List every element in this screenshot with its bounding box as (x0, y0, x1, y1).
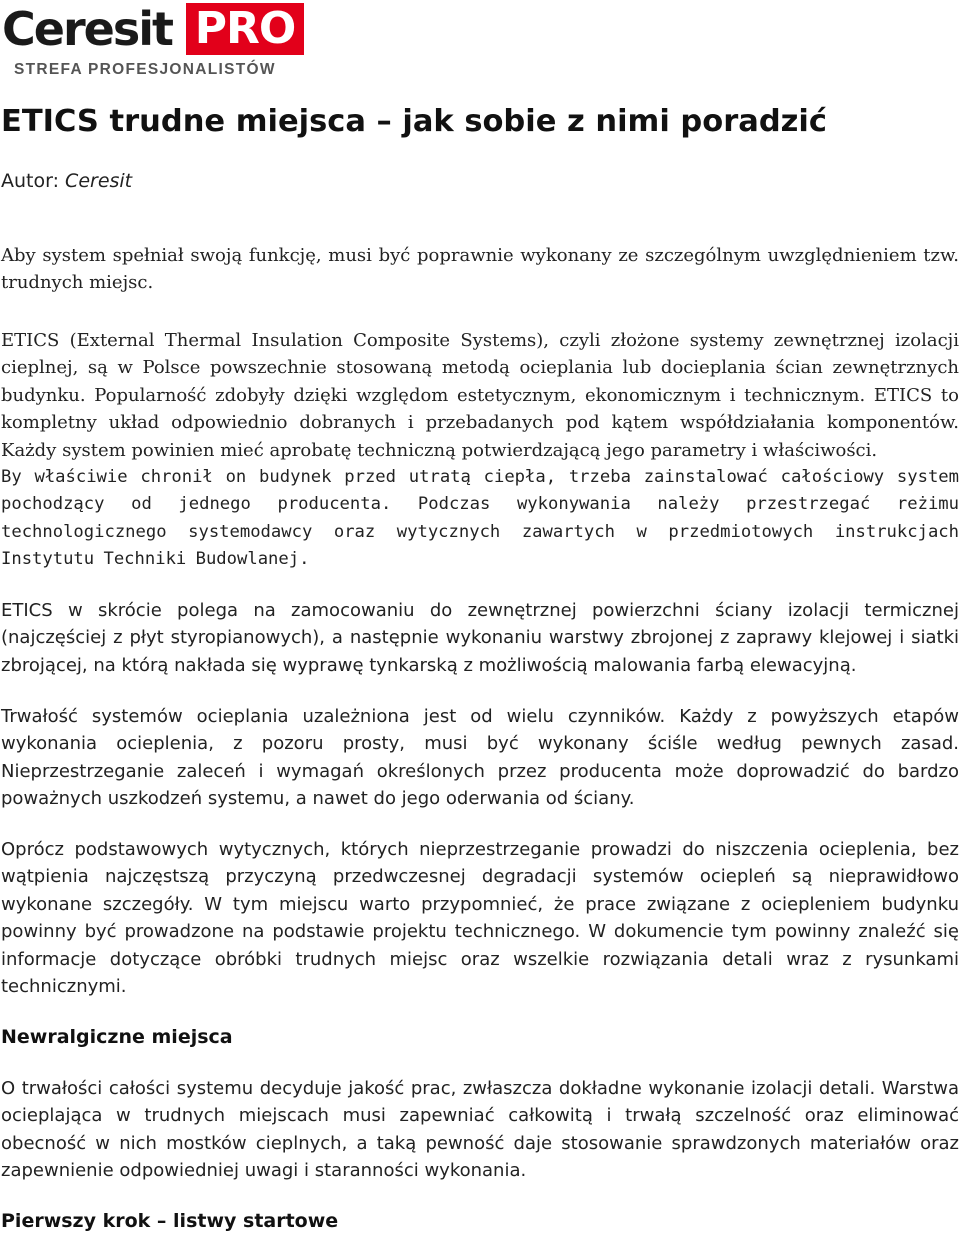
article-title: ETICS trudne miejsca – jak sobie z nimi poradzić (1, 104, 827, 139)
author-label: Autor: (1, 170, 59, 192)
intro-paragraph-continued: By właściwie chronił on budynek przed utratą ciepła, trzeba zainstalować całościowy system pochodzący od jednego producenta. Podczas wykonywania należy przestrzegać reżimu technologicznego systemodawcy oraz wytycznych zawartych w przedmiotowych instrukcjach Instytutu Techniki Budowlanej. (1, 467, 959, 570)
etics-summary-paragraph: ETICS w skrócie polega na zamocowaniu do zewnętrznej powierzchni ściany izolacji termicznej (najczęściej z płyt styropianowych), a następnie wykonaniu warstwy zbrojonej z zaprawy klejowej i siatki zbrojącej, na którą nakłada się wyprawę tynkarską z możliwością malowania farbą elewacyjną. (1, 600, 959, 676)
durability-paragraph: Trwałość systemów ocieplania uzależniona jest od wielu czynników. Każdy z powyższych etapów wykonania ocieplenia, z pozoru prosty, musi być wykonany ściśle według pewnych zasad. Nieprzestrzeganie zaleceń i wymagań określonych przez producenta może doprowadzić do bardzo poważnych uszkodzeń systemu, a nawet do jego oderwania od ściany. (1, 706, 959, 810)
ceresit-pro-logo[interactable] (2, 3, 304, 81)
lead-paragraph: Aby system spełniał swoją funkcję, musi być poprawnie wykonany ze szczególnym uwzględnieniem tzw. trudnych miejsc. (1, 245, 959, 294)
section-heading-starter-strips: Pierwszy krok – listwy startowe (1, 1210, 339, 1232)
author-name[interactable]: Ceresit (65, 170, 133, 192)
section-heading-critical-spots: Newralgiczne miejsca (1, 1026, 233, 1048)
logo-brand-text: Ceresit (2, 3, 182, 55)
intro-paragraph: ETICS (External Thermal Insulation Composite Systems), czyli złożone systemy zewnętrznej izolacji cieplnej, są w Polsce powszechnie stosowaną metodą ocieplania lub docieplania ścian zewnętrznych budynku. Popularność zdobyły dzięki względom estetycznym, ekonomicznym i technicznym. ETICS to kompletny układ odpowiednio dobranych i przebadanych pod kątem współdziałania komponentów. Każdy system powinien mieć aprobatę techniczną potwierdzającą jego parametry i właściwości. (1, 330, 959, 461)
logo-pro-badge: PRO (186, 3, 304, 55)
critical-spots-paragraph: O trwałości całości systemu decyduje jakość prac, zwłaszcza dokładne wykonanie izolacji detali. Warstwa ocieplająca w trudnych miejscach musi zapewniać całkowitą i trwałą szczelność oraz eliminować obecność w nich mostków cieplnych, a taką pewność daje stosowanie sprawdzonych materiałów oraz zapewnienie odpowiedniej uwagi i staranności wykonania. (1, 1078, 959, 1182)
author-line (1, 170, 132, 192)
details-paragraph: Oprócz podstawowych wytycznych, których nieprzestrzeganie prowadzi do niszczenia ocieplenia, bez wątpienia najczęstszą przyczyną przedwczesnej degradacji systemów ociepleń są nieprawidłowo wykonane szczegóły. W tym miejscu warto przypomnieć, że prace związane z ociepleniem budynku powinny być prowadzone na podstawie projektu technicznego. W dokumencie tym powinny znaleźć się informacje dotyczące obróbki trudnych miejsc oraz wszelkie rozwiązania detali wraz z rysunkami technicznymi. (1, 839, 959, 998)
logo-tagline: STREFA PROFESJONALISTÓW (14, 61, 276, 78)
